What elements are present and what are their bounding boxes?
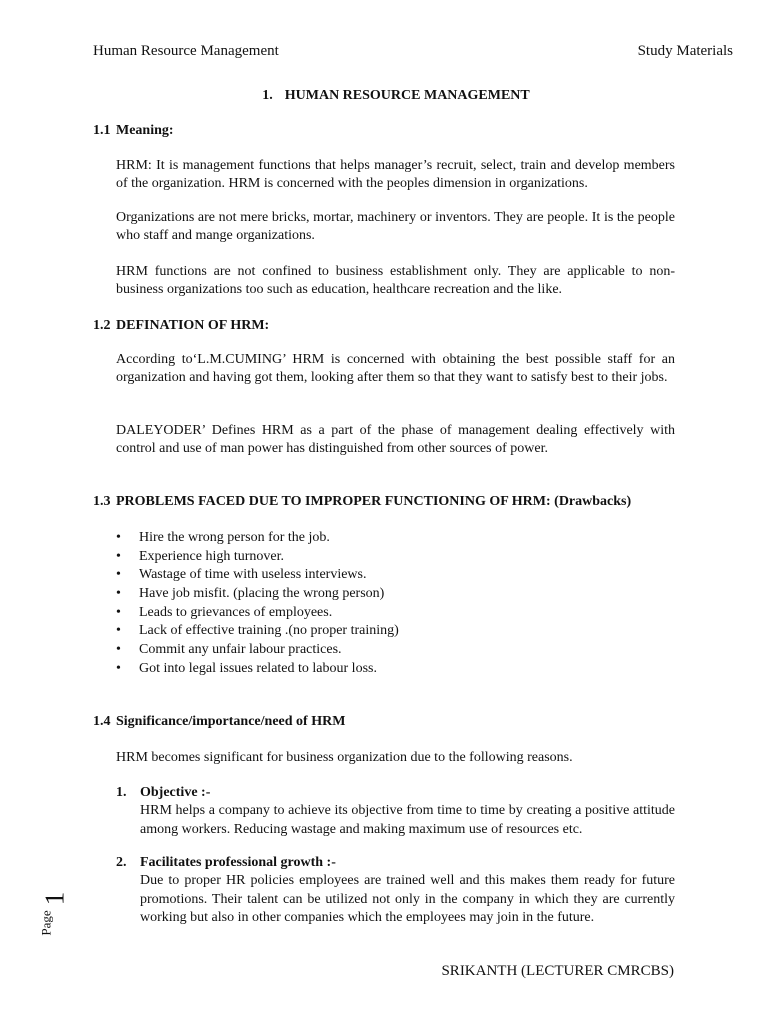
bullet-icon: •: [116, 623, 121, 639]
point-number: 2.: [116, 855, 127, 870]
point-title: Facilitates professional growth :-: [140, 855, 336, 870]
list-item: [116, 622, 399, 641]
header-right: Study Materials: [637, 43, 733, 59]
section-number: 1.4: [93, 714, 111, 729]
bullet-icon: •: [116, 530, 121, 545]
list-item: [116, 585, 399, 604]
bullet-icon: •: [116, 567, 121, 583]
list-item: [116, 660, 399, 679]
list-item-text: Wastage of time with useless interviews.: [139, 567, 367, 583]
page-number-tag: [38, 885, 72, 936]
section-heading-1-1: [93, 122, 174, 140]
list-item-text: Experience high turnover.: [139, 548, 285, 564]
footer-author: SRIKANTH (LECTURER CMRCBS): [441, 963, 674, 979]
list-item-text: Lack of effective training .(no proper training): [139, 623, 399, 639]
section-title: PROBLEMS FACED DUE TO IMPROPER FUNCTIONING OF HRM: (Drawbacks): [116, 494, 632, 509]
paragraph: Organizations are not mere bricks, mortar, machinery or inventors. They are people. It is the people who staff and mange organizations.: [116, 210, 675, 244]
list-item: [116, 529, 399, 548]
list-item: [116, 641, 399, 660]
point-heading: [116, 854, 675, 872]
bullet-icon: •: [116, 660, 121, 676]
header-left: Human Resource Management: [93, 43, 279, 59]
list-item-text: Hire the wrong person for the job.: [139, 530, 330, 545]
point-body: HRM helps a company to achieve its objective from time to time by creating a positive attitude among workers. Reducing wastage and making maximum use of resources etc.: [140, 803, 675, 837]
list-item: [116, 604, 399, 623]
point-number: 1.: [116, 785, 127, 800]
drawbacks-list: [116, 529, 399, 679]
list-item-text: Leads to grievances of employees.: [139, 604, 333, 620]
section-number: 1.1: [93, 123, 111, 138]
paragraph: HRM becomes significant for business organization due to the following reasons.: [116, 750, 573, 765]
section-heading-1-2: [93, 317, 269, 335]
numbered-point-1: [116, 784, 675, 839]
document-title: [0, 87, 768, 105]
point-title: Objective :-: [140, 785, 211, 800]
bullet-icon: •: [116, 548, 121, 564]
page-label: Page: [38, 910, 54, 936]
point-heading: [116, 784, 675, 802]
list-item: [116, 548, 399, 567]
paragraph: HRM: It is management functions that helps manager’s recruit, select, train and develop members of the organization. HRM is concerned with the peoples dimension in organizations.: [116, 158, 675, 192]
section-number: 1.3: [93, 494, 111, 509]
paragraph: HRM functions are not confined to business establishment only. They are applicable to non-business organizations too such as education, healthcare recreation and the like.: [116, 264, 675, 298]
section-number: 1.2: [93, 318, 111, 333]
section-heading-1-4: [93, 713, 345, 731]
list-item-text: Got into legal issues related to labour loss.: [139, 660, 377, 676]
section-heading-1-3: [93, 493, 631, 511]
list-item: [116, 566, 399, 585]
section-title: Meaning:: [116, 123, 174, 138]
section-title: Significance/importance/need of HRM: [116, 714, 346, 729]
paragraph: DALEYODER’ Defines HRM as a part of the phase of management dealing effectively with control and use of man power has distinguished from other sources of power.: [116, 423, 675, 457]
list-item-text: Commit any unfair labour practices.: [139, 642, 342, 658]
title-number: 1.: [262, 88, 273, 103]
title-text: HUMAN RESOURCE MANAGEMENT: [284, 88, 530, 103]
point-body: Due to proper HR policies employees are trained well and this makes them ready for future promotions. Their talent can be utilized not only in the company in which they are currently working but also in other companies which the employees may join in the future.: [140, 873, 675, 925]
list-item-text: Have job misfit. (placing the wrong person): [139, 586, 385, 602]
paragraph: According to‘L.M.CUMING’ HRM is concerned with obtaining the best possible staff for an organization and having got them, looking after them so that they want to satisfy best to their jobs.: [116, 352, 675, 386]
page-number: 1: [39, 891, 70, 906]
bullet-icon: •: [116, 604, 121, 620]
bullet-icon: •: [116, 586, 121, 602]
bullet-icon: •: [116, 642, 121, 658]
numbered-point-2: [116, 854, 675, 927]
section-title: DEFINATION OF HRM:: [116, 318, 270, 333]
